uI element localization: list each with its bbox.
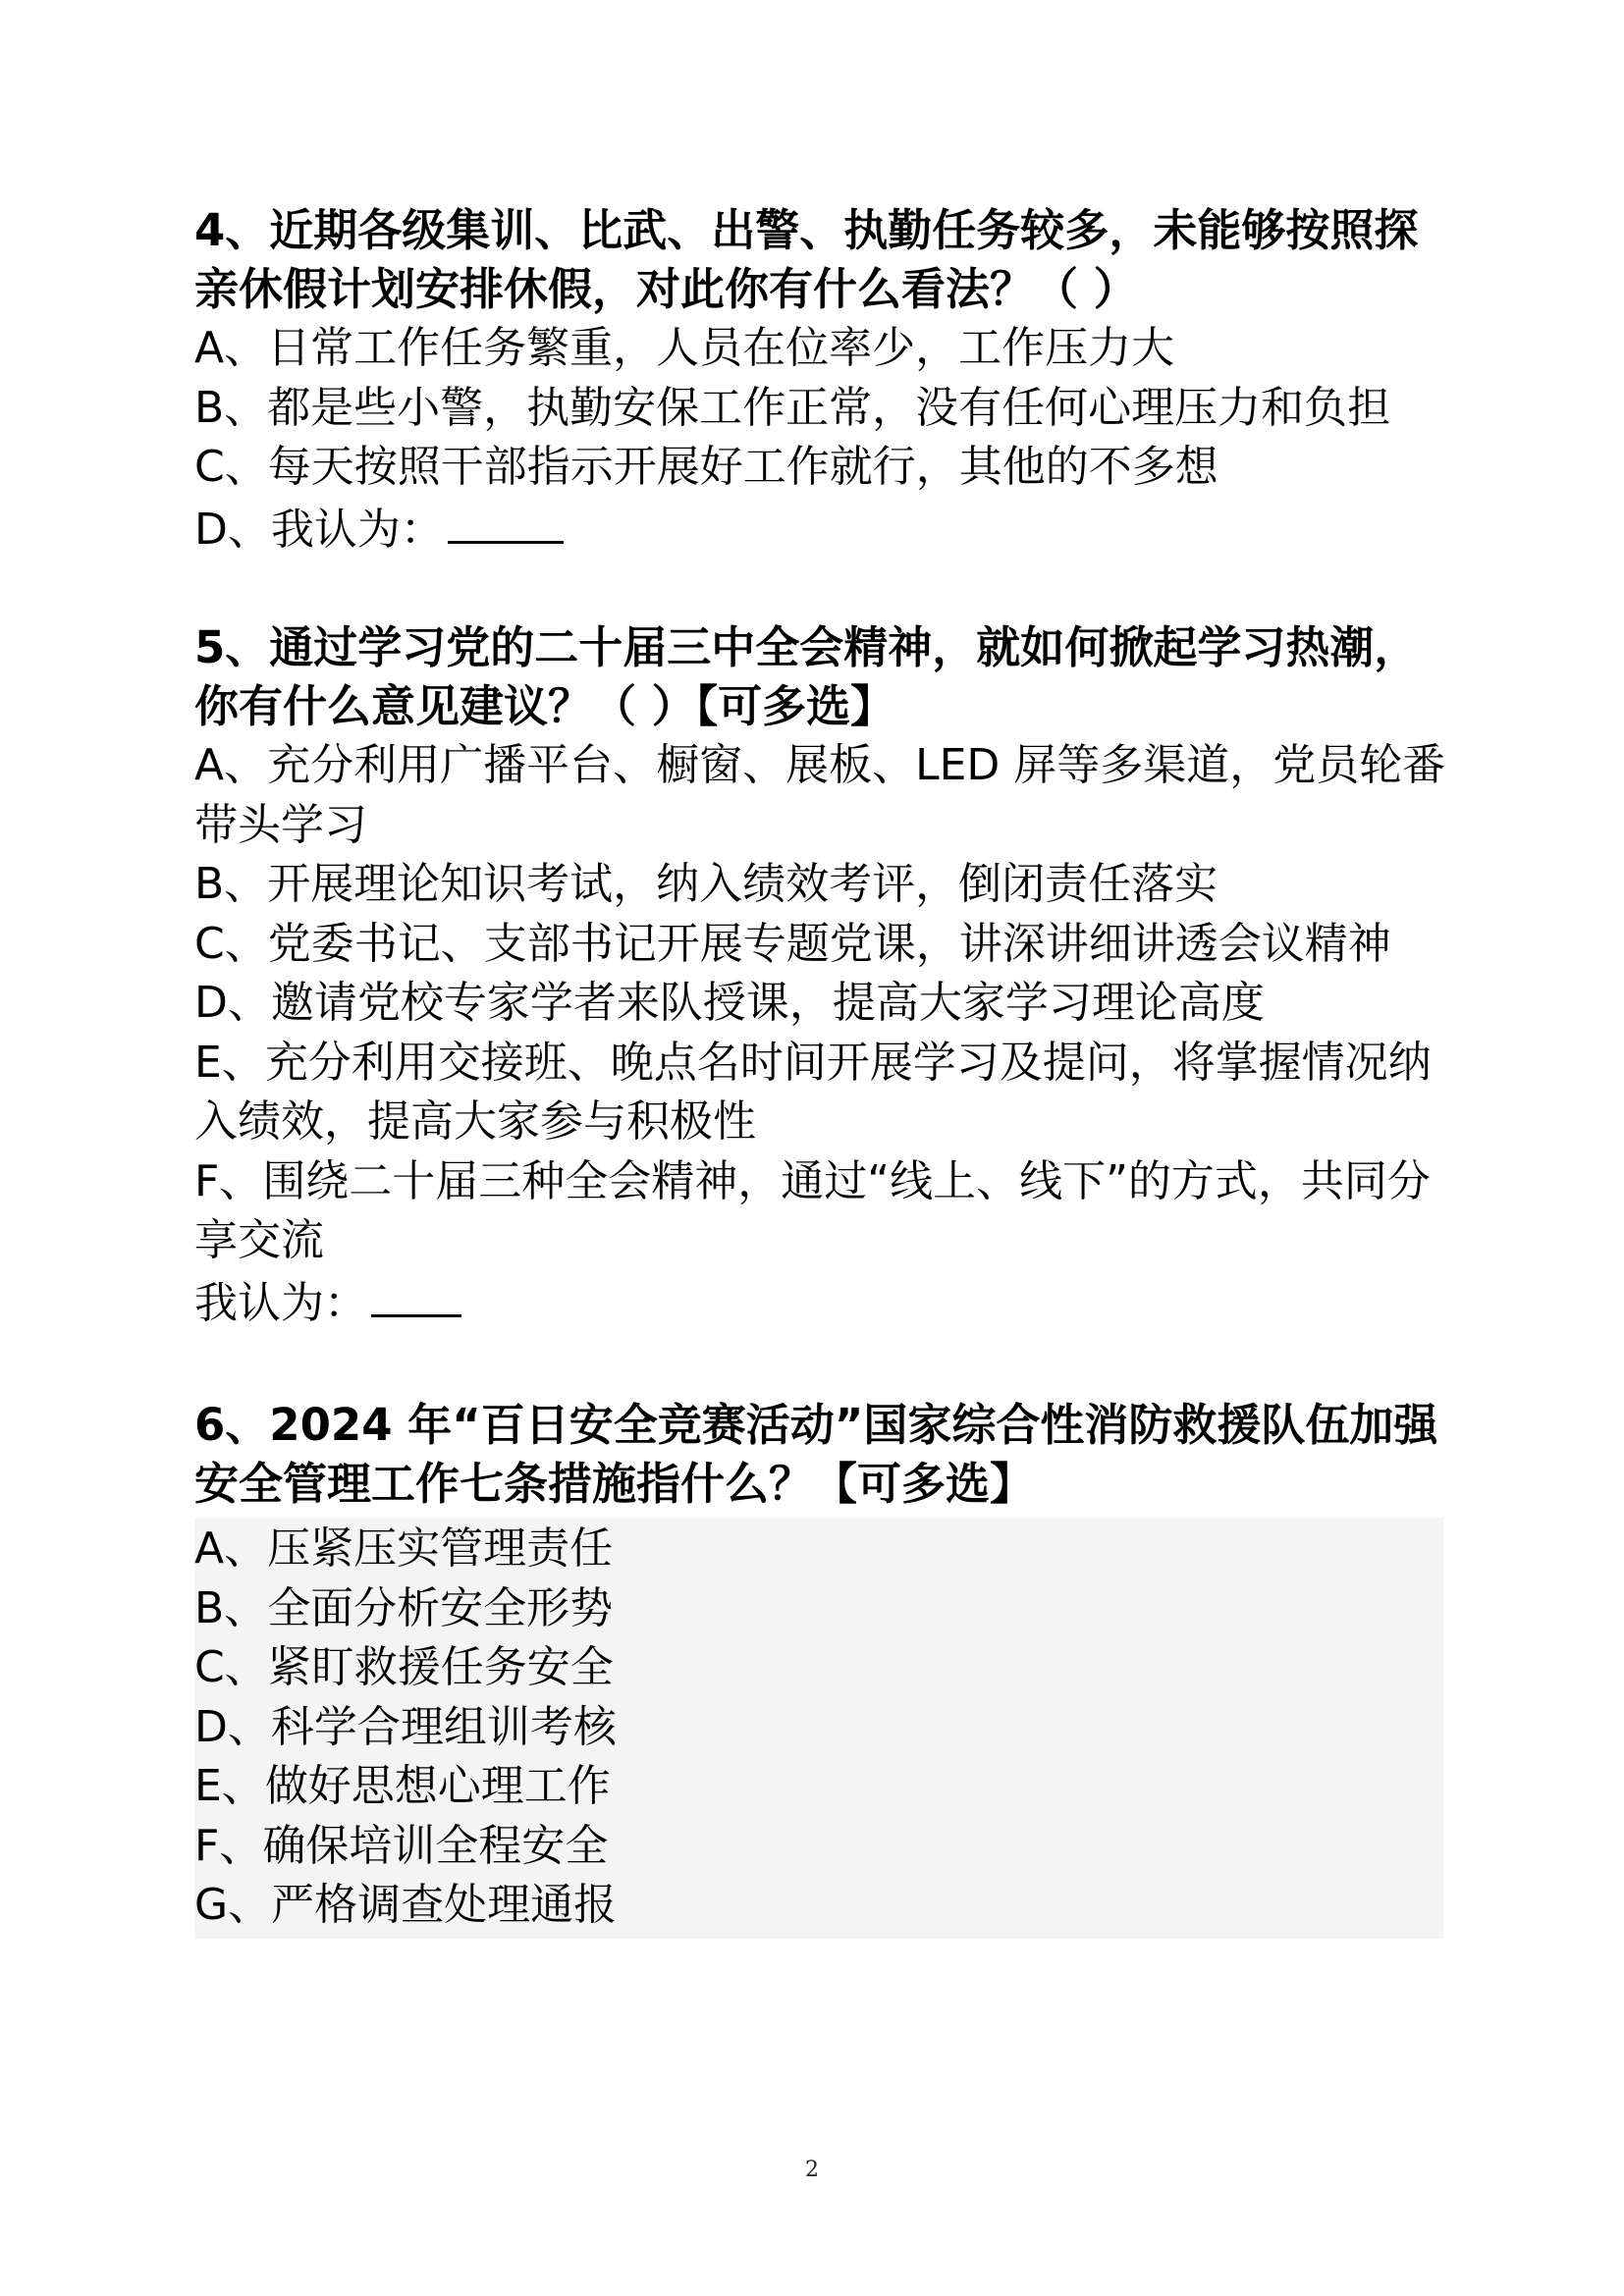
option-label: D、 xyxy=(194,978,271,1028)
option-label: E、 xyxy=(194,1761,265,1811)
question-6 xyxy=(194,1396,1461,1939)
option-text: 都是些小警，执勤安保工作正常，没有任何心理压力和负担 xyxy=(267,382,1391,433)
option-label: A、 xyxy=(194,740,268,790)
option-label: F、 xyxy=(194,1155,263,1206)
option-other xyxy=(194,1271,1461,1334)
option-e xyxy=(194,1034,1461,1152)
option-d xyxy=(194,498,1461,561)
option-label: F、 xyxy=(194,1820,263,1871)
option-label: C、 xyxy=(194,1642,268,1692)
option-text: 党委书记、支部书记开展专题党课，讲深讲细讲透会议精神 xyxy=(267,918,1391,969)
question-title: 5、通过学习党的二十届三中全会精神，就如何掀起学习热潮，你有什么意见建议？（ ）【可多选】 xyxy=(194,621,1419,732)
option-b xyxy=(194,855,1461,915)
option-d xyxy=(194,974,1461,1034)
option-text: 日常工作任务繁重，人员在位率少，工作压力大 xyxy=(267,323,1175,373)
option-label: B、 xyxy=(194,859,268,909)
page-number: 2 xyxy=(805,2158,819,2182)
option-label: G、 xyxy=(194,1880,272,1930)
option-label: A、 xyxy=(194,1523,268,1574)
option-text: 科学合理组训考核 xyxy=(270,1701,617,1752)
option-a xyxy=(194,319,1461,379)
option-text: 充分利用广播平台、橱窗、展板、LED 屏等多渠道，党员轮番带头学习 xyxy=(194,740,1446,850)
question-5 xyxy=(194,618,1461,1333)
option-text: 做好思想心理工作 xyxy=(264,1761,611,1811)
document-page xyxy=(194,201,1461,1939)
option-d xyxy=(194,1698,1461,1758)
option-text: 严格调查处理通报 xyxy=(271,1880,618,1930)
option-a xyxy=(194,1520,1461,1579)
option-f xyxy=(194,1817,1461,1877)
option-label: C、 xyxy=(194,918,268,969)
option-text: 我认为： xyxy=(194,1277,367,1328)
question-title: 6、2024 年“百日安全竞赛活动”国家综合性消防救援队伍加强安全管理工作七条措施指什么？【可多选】 xyxy=(194,1399,1438,1510)
option-c xyxy=(194,915,1461,975)
question-title: 4、近期各级集训、比武、出警、执勤任务较多，未能够按照探亲休假计划安排休假，对此你有什么看法？（ ） xyxy=(194,204,1419,315)
option-text: 我认为： xyxy=(270,504,444,555)
answer-blank[interactable] xyxy=(371,1271,461,1317)
question-4 xyxy=(194,201,1461,560)
option-text: 全面分析安全形势 xyxy=(267,1582,614,1633)
option-text: 压紧压实管理责任 xyxy=(267,1523,614,1574)
option-label: B、 xyxy=(194,382,268,433)
answer-blank[interactable] xyxy=(448,498,564,544)
option-label: C、 xyxy=(194,442,268,492)
option-text: 邀请党校专家学者来队授课，提高大家学习理论高度 xyxy=(270,978,1265,1028)
option-a xyxy=(194,736,1461,855)
option-g xyxy=(194,1876,1461,1936)
option-text: 每天按照干部指示开展好工作就行，其他的不多想 xyxy=(267,442,1218,492)
options-shaded-block xyxy=(194,1518,1443,1939)
option-text: 开展理论知识考试，纳入绩效考评，倒闭责任落实 xyxy=(267,859,1218,909)
option-c xyxy=(194,438,1461,498)
option-e xyxy=(194,1757,1461,1817)
option-b xyxy=(194,1579,1461,1639)
option-label: D、 xyxy=(194,504,271,555)
option-label: B、 xyxy=(194,1582,268,1633)
option-text: 充分利用交接班、晚点名时间开展学习及提问，将掌握情况纳入绩效，提高大家参与积极性 xyxy=(194,1037,1432,1147)
option-c xyxy=(194,1638,1461,1698)
option-label: A、 xyxy=(194,323,268,373)
option-label: E、 xyxy=(194,1037,265,1088)
option-text: 紧盯救援任务安全 xyxy=(267,1642,614,1692)
option-text: 确保培训全程安全 xyxy=(262,1820,609,1871)
option-label: D、 xyxy=(194,1701,271,1752)
option-b xyxy=(194,379,1461,439)
option-text: 围绕二十届三种全会精神，通过“线上、线下”的方式，共同分享交流 xyxy=(194,1155,1431,1265)
option-f xyxy=(194,1152,1461,1271)
